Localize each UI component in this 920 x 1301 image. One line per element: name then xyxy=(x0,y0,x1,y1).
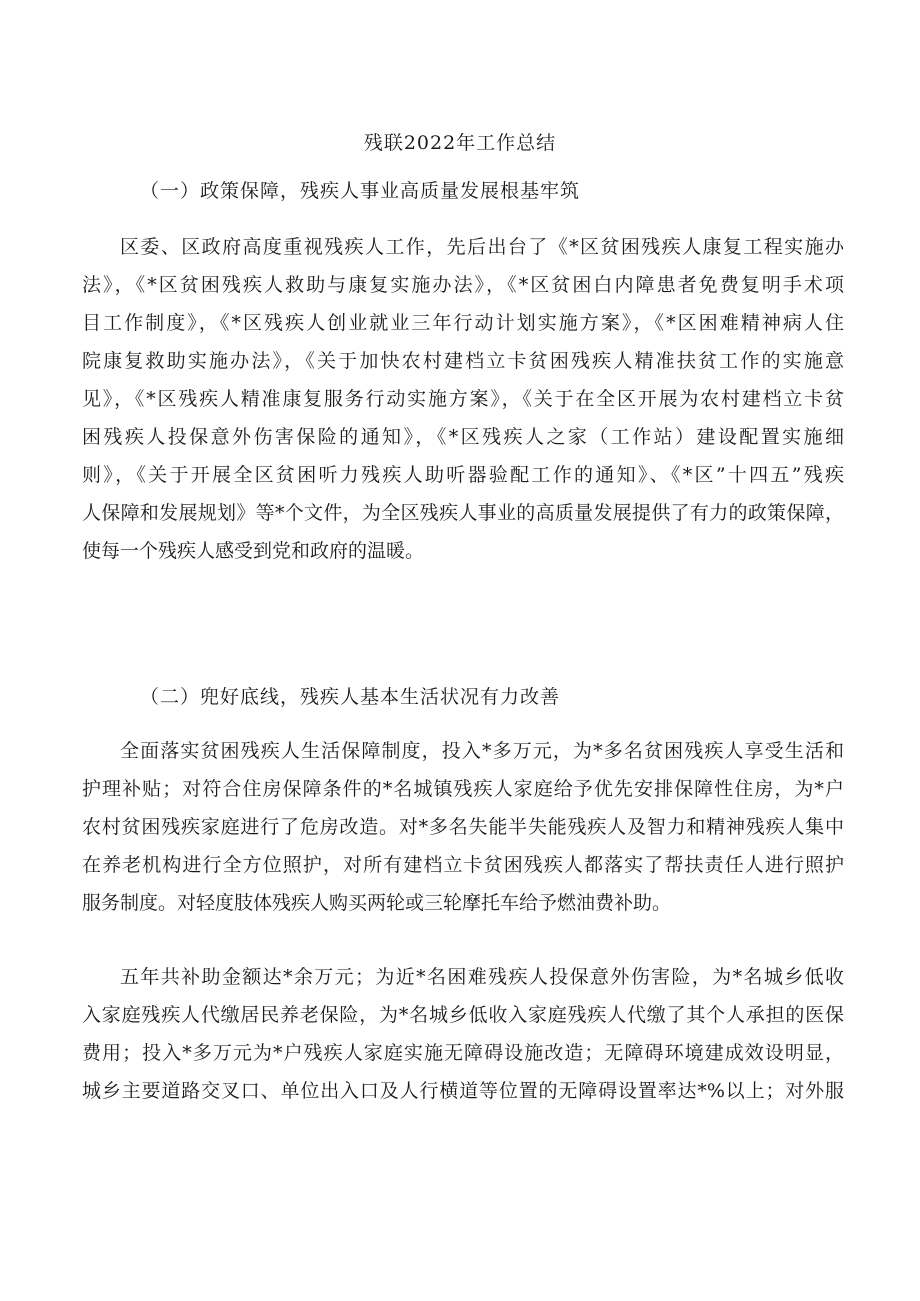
paragraph-3 xyxy=(82,958,844,1110)
text-line: 院康复救助实施办法》，《关于加快农村建档立卡贫困残疾人精准扶贫工作的实施意 xyxy=(82,350,844,372)
text-line: 使每一个残疾人感受到党和政府的温暖。 xyxy=(82,540,425,562)
text-line: 五年共补助金额达*余万元；为近*名困难残疾人投保意外伤害险，为*名城乡低收 xyxy=(120,966,844,988)
section-heading-1: （一）政策保障，残疾人事业高质量发展根基牢筑 xyxy=(140,180,581,202)
text-line: 见》，《*区残疾人精准康复服务行动实施方案》，《关于在全区开展为农村建档立卡贫 xyxy=(82,388,844,410)
paragraph-2 xyxy=(82,732,844,922)
text-line: 困残疾人投保意外伤害保险的通知》，《*区残疾人之家（工作站）建设配置实施细 xyxy=(82,426,844,448)
text-line: 法》，《*区贫困残疾人救助与康复实施办法》，《*区贫困白内障患者免费复明手术项 xyxy=(82,274,844,296)
document-title: 残联2022年工作总结 xyxy=(363,132,557,154)
text-line: 城乡主要道路交叉口、单位出入口及人行横道等位置的无障碍设置率达*%以上；对外服 xyxy=(82,1080,844,1102)
section-heading-2: （二）兜好底线，残疾人基本生活状况有力改善 xyxy=(140,686,561,708)
text-line: 目工作制度》，《*区残疾人创业就业三年行动计划实施方案》，《*区困难精神病人住 xyxy=(82,312,844,334)
paragraph-1 xyxy=(82,228,844,570)
text-line: 区委、区政府高度重视残疾人工作，先后出台了《*区贫困残疾人康复工程实施办 xyxy=(120,236,844,258)
text-line: 全面落实贫困残疾人生活保障制度，投入*多万元，为*多名贫困残疾人享受生活和 xyxy=(120,740,844,762)
text-line: 人保障和发展规划》等*个文件，为全区残疾人事业的高质量发展提供了有力的政策保障， xyxy=(82,502,844,524)
text-line: 农村贫困残疾家庭进行了危房改造。对*多名失能半失能残疾人及智力和精神残疾人集中 xyxy=(82,816,844,838)
text-line: 则》，《关于开展全区贫困听力残疾人助听器验配工作的通知》、《*区”十四五”残疾 xyxy=(82,464,844,486)
text-line: 入家庭残疾人代缴居民养老保险，为*名城乡低收入家庭残疾人代缴了其个人承担的医保 xyxy=(82,1004,844,1026)
text-line: 护理补贴；对符合住房保障条件的*名城镇残疾人家庭给予优先安排保障性住房，为*户 xyxy=(82,778,844,800)
text-line: 服务制度。对轻度肢体残疾人购买两轮或三轮摩托车给予燃油费补助。 xyxy=(82,892,672,914)
text-line: 费用；投入*多万元为*户残疾人家庭实施无障碍设施改造；无障碍环境建成效设明显， xyxy=(82,1042,844,1064)
text-line: 在养老机构进行全方位照护，对所有建档立卡贫困残疾人都落实了帮扶责任人进行照护 xyxy=(82,854,844,876)
